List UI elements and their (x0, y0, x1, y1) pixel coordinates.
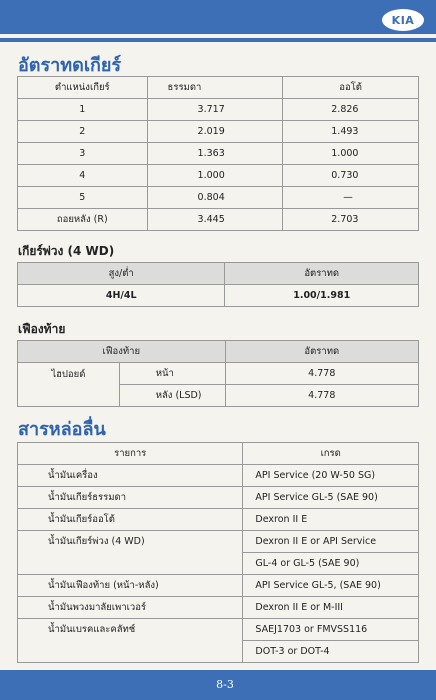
top-banner (0, 0, 436, 34)
grade-cell: Dexron II E (243, 509, 419, 531)
table-row (18, 285, 419, 307)
grade-cell: API Service (20 W-50 SG) (243, 465, 419, 487)
item-cell: น้ำมันเครื่อง (18, 465, 243, 487)
gear-cell: 4 (18, 165, 148, 187)
table-header-row (18, 443, 419, 465)
transfer-table (17, 262, 419, 307)
gear-cell: 1 (18, 99, 148, 121)
auto-cell: — (283, 187, 419, 209)
gear-ratio-table (17, 76, 419, 231)
kia-logo: KIA (380, 7, 426, 33)
item-cell: น้ำมันเกียร์ธรรมดา (18, 487, 243, 509)
table-row (18, 187, 419, 209)
lubricants-table (17, 442, 419, 663)
differential-table (17, 340, 419, 407)
table-row (18, 143, 419, 165)
differential-heading: เฟืองท้าย (18, 322, 66, 336)
column-header: สูง/ต่ำ (18, 263, 225, 285)
gear-cell: 5 (18, 187, 148, 209)
gear-cell: ถอยหลัง (R) (18, 209, 148, 231)
table-row (18, 619, 419, 641)
manual-cell: 1.000 (147, 165, 283, 187)
grade-cell: Dexron II E or M-III (243, 597, 419, 619)
lubricants-heading: สารหล่อลื่น (18, 419, 106, 440)
table-row (18, 165, 419, 187)
table-row (18, 209, 419, 231)
table-row (18, 487, 419, 509)
gear-cell: 2 (18, 121, 148, 143)
column-header: ออโต้ (283, 77, 419, 99)
manual-cell: 0.804 (147, 187, 283, 209)
ratio-cell: 1.00/1.981 (225, 285, 419, 307)
ratio-cell: 4.778 (225, 385, 418, 407)
column-header: อัตราทด (225, 263, 419, 285)
grade-cell: Dexron II E or API Service (243, 531, 419, 553)
auto-cell: 2.703 (283, 209, 419, 231)
table-row (18, 121, 419, 143)
column-header: เฟืองท้าย (18, 341, 226, 363)
auto-cell: 2.826 (283, 99, 419, 121)
manual-cell: 2.019 (147, 121, 283, 143)
grade-cell: API Service GL-5 (SAE 90) (243, 487, 419, 509)
grade-cell: DOT-3 or DOT-4 (243, 641, 419, 663)
grade-cell: SAEJ1703 or FMVSS116 (243, 619, 419, 641)
table-row (18, 363, 419, 385)
axle-cell: หน้า (119, 363, 225, 385)
page-number: 8-3 (216, 678, 234, 691)
manual-cell: 3.717 (147, 99, 283, 121)
axle-cell: หลัง (LSD) (119, 385, 225, 407)
column-header: ตำแหน่งเกียร์ (18, 77, 148, 99)
table-row (18, 641, 419, 663)
grade-cell: API Service GL-5, (SAE 90) (243, 575, 419, 597)
item-cell (18, 641, 243, 663)
auto-cell: 1.493 (283, 121, 419, 143)
column-header: อัตราทด (225, 341, 418, 363)
item-cell: น้ำมันเบรคและคลัทช์ (18, 619, 243, 641)
item-cell: น้ำมันเกียร์ออโต้ (18, 509, 243, 531)
grade-cell: GL-4 or GL-5 (SAE 90) (243, 553, 419, 575)
column-header: รายการ (18, 443, 243, 465)
table-header-row (18, 341, 419, 363)
transfer-heading: เกียร์พ่วง (4 WD) (18, 244, 115, 258)
item-cell (18, 553, 243, 575)
column-header: ธรรมดา (147, 77, 283, 99)
gear-cell: 3 (18, 143, 148, 165)
table-row (18, 575, 419, 597)
item-cell: น้ำมันเฟืองท้าย (หน้า-หลัง) (18, 575, 243, 597)
gear-ratio-heading: อัตราทดเกียร์ (18, 55, 122, 76)
table-row (18, 509, 419, 531)
range-cell: 4H/4L (18, 285, 225, 307)
type-cell: ไฮปอยด์ (18, 363, 120, 407)
item-cell: น้ำมันเกียร์พ่วง (4 WD) (18, 531, 243, 553)
manual-cell: 1.363 (147, 143, 283, 165)
auto-cell: 1.000 (283, 143, 419, 165)
table-row (18, 597, 419, 619)
auto-cell: 0.730 (283, 165, 419, 187)
table-row (18, 99, 419, 121)
table-header-row (18, 263, 419, 285)
table-header-row (18, 77, 419, 99)
manual-cell: 3.445 (147, 209, 283, 231)
column-header: เกรด (243, 443, 419, 465)
table-row (18, 553, 419, 575)
top-rule (0, 38, 436, 42)
table-row (18, 531, 419, 553)
table-row (18, 465, 419, 487)
ratio-cell: 4.778 (225, 363, 418, 385)
item-cell: น้ำมันพวงมาลัยเพาเวอร์ (18, 597, 243, 619)
